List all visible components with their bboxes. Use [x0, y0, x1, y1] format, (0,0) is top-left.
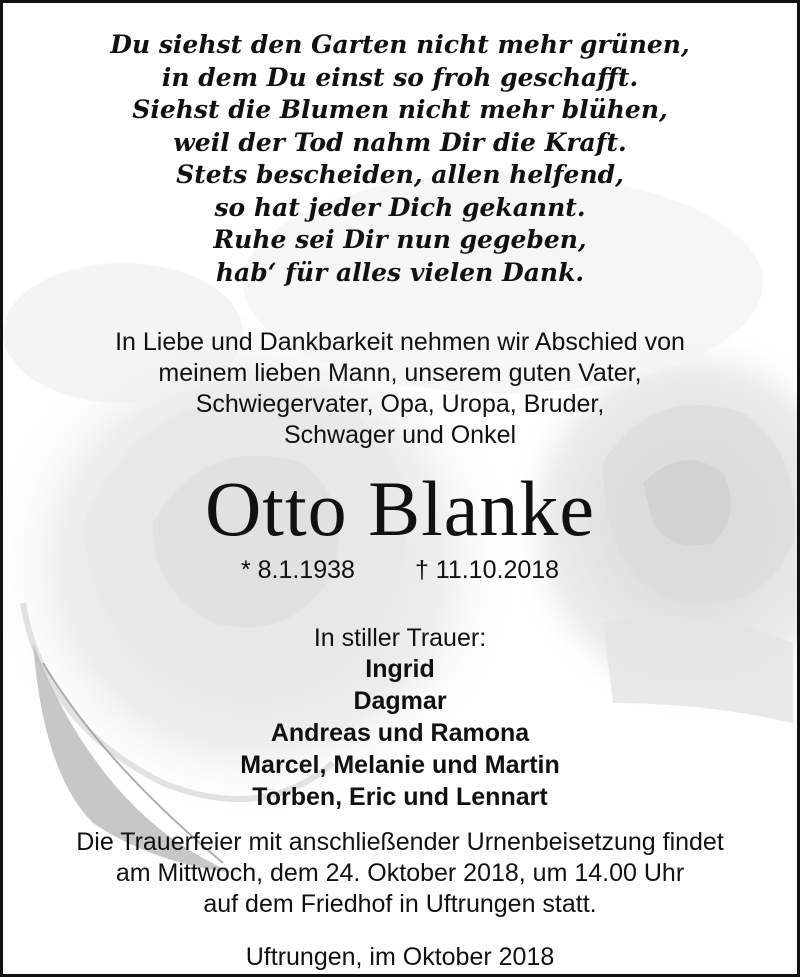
funeral-service-info: [3, 827, 797, 920]
farewell-line: Schwiegervater, Opa, Uropa, Bruder,: [195, 390, 605, 418]
deceased-name: Otto Blanke: [204, 465, 596, 552]
service-line: Die Trauerfeier mit anschließender Urnenbeisetzung findet: [76, 828, 724, 856]
birth-date: * 8.1.1938: [240, 556, 355, 584]
poem-line: in dem Du einst so froh geschafft.: [161, 62, 639, 92]
poem-line: Ruhe sei Dir nun gegeben,: [213, 225, 587, 254]
poem-line: Siehst die Blumen nicht mehr blühen,: [132, 95, 668, 124]
place-and-date: Uftrungen, im Oktober 2018: [245, 943, 555, 971]
poem-line: Stets bescheiden, allen helfend,: [176, 160, 624, 189]
service-line: auf dem Friedhof in Uftrungen statt.: [203, 890, 597, 918]
farewell-line: In Liebe und Dankbarkeit nehmen wir Abschied von: [115, 328, 685, 356]
poem-line: so hat jeder Dich gekannt.: [214, 192, 586, 222]
poem-line: Du siehst den Garten nicht mehr grünen,: [110, 30, 690, 59]
death-date: † 11.10.2018: [414, 556, 560, 584]
farewell-line: Schwager und Onkel: [283, 421, 517, 449]
poem: [3, 3, 797, 289]
life-dates: [3, 553, 797, 587]
obituary-content: [3, 3, 797, 973]
poem-line: weil der Tod nahm Dir die Kraft.: [173, 127, 627, 157]
mourner-name: Andreas und Ramona: [270, 719, 530, 747]
farewell-text: [3, 327, 797, 451]
mourning-label: In stiller Trauer:: [313, 624, 487, 652]
poem-line: hab‘ für alles vielen Dank.: [215, 257, 585, 287]
mourner-list: [3, 653, 797, 813]
farewell-line: meinem lieben Mann, unserem guten Vater,: [158, 359, 642, 387]
mourner-name: Dagmar: [353, 687, 447, 715]
mourner-name: Torben, Eric und Lennart: [252, 783, 548, 811]
mourner-name: Marcel, Melanie und Martin: [240, 751, 560, 779]
mourner-name: Ingrid: [365, 655, 435, 683]
service-line: am Mittwoch, dem 24. Oktober 2018, um 14.00 Uhr: [115, 859, 685, 887]
